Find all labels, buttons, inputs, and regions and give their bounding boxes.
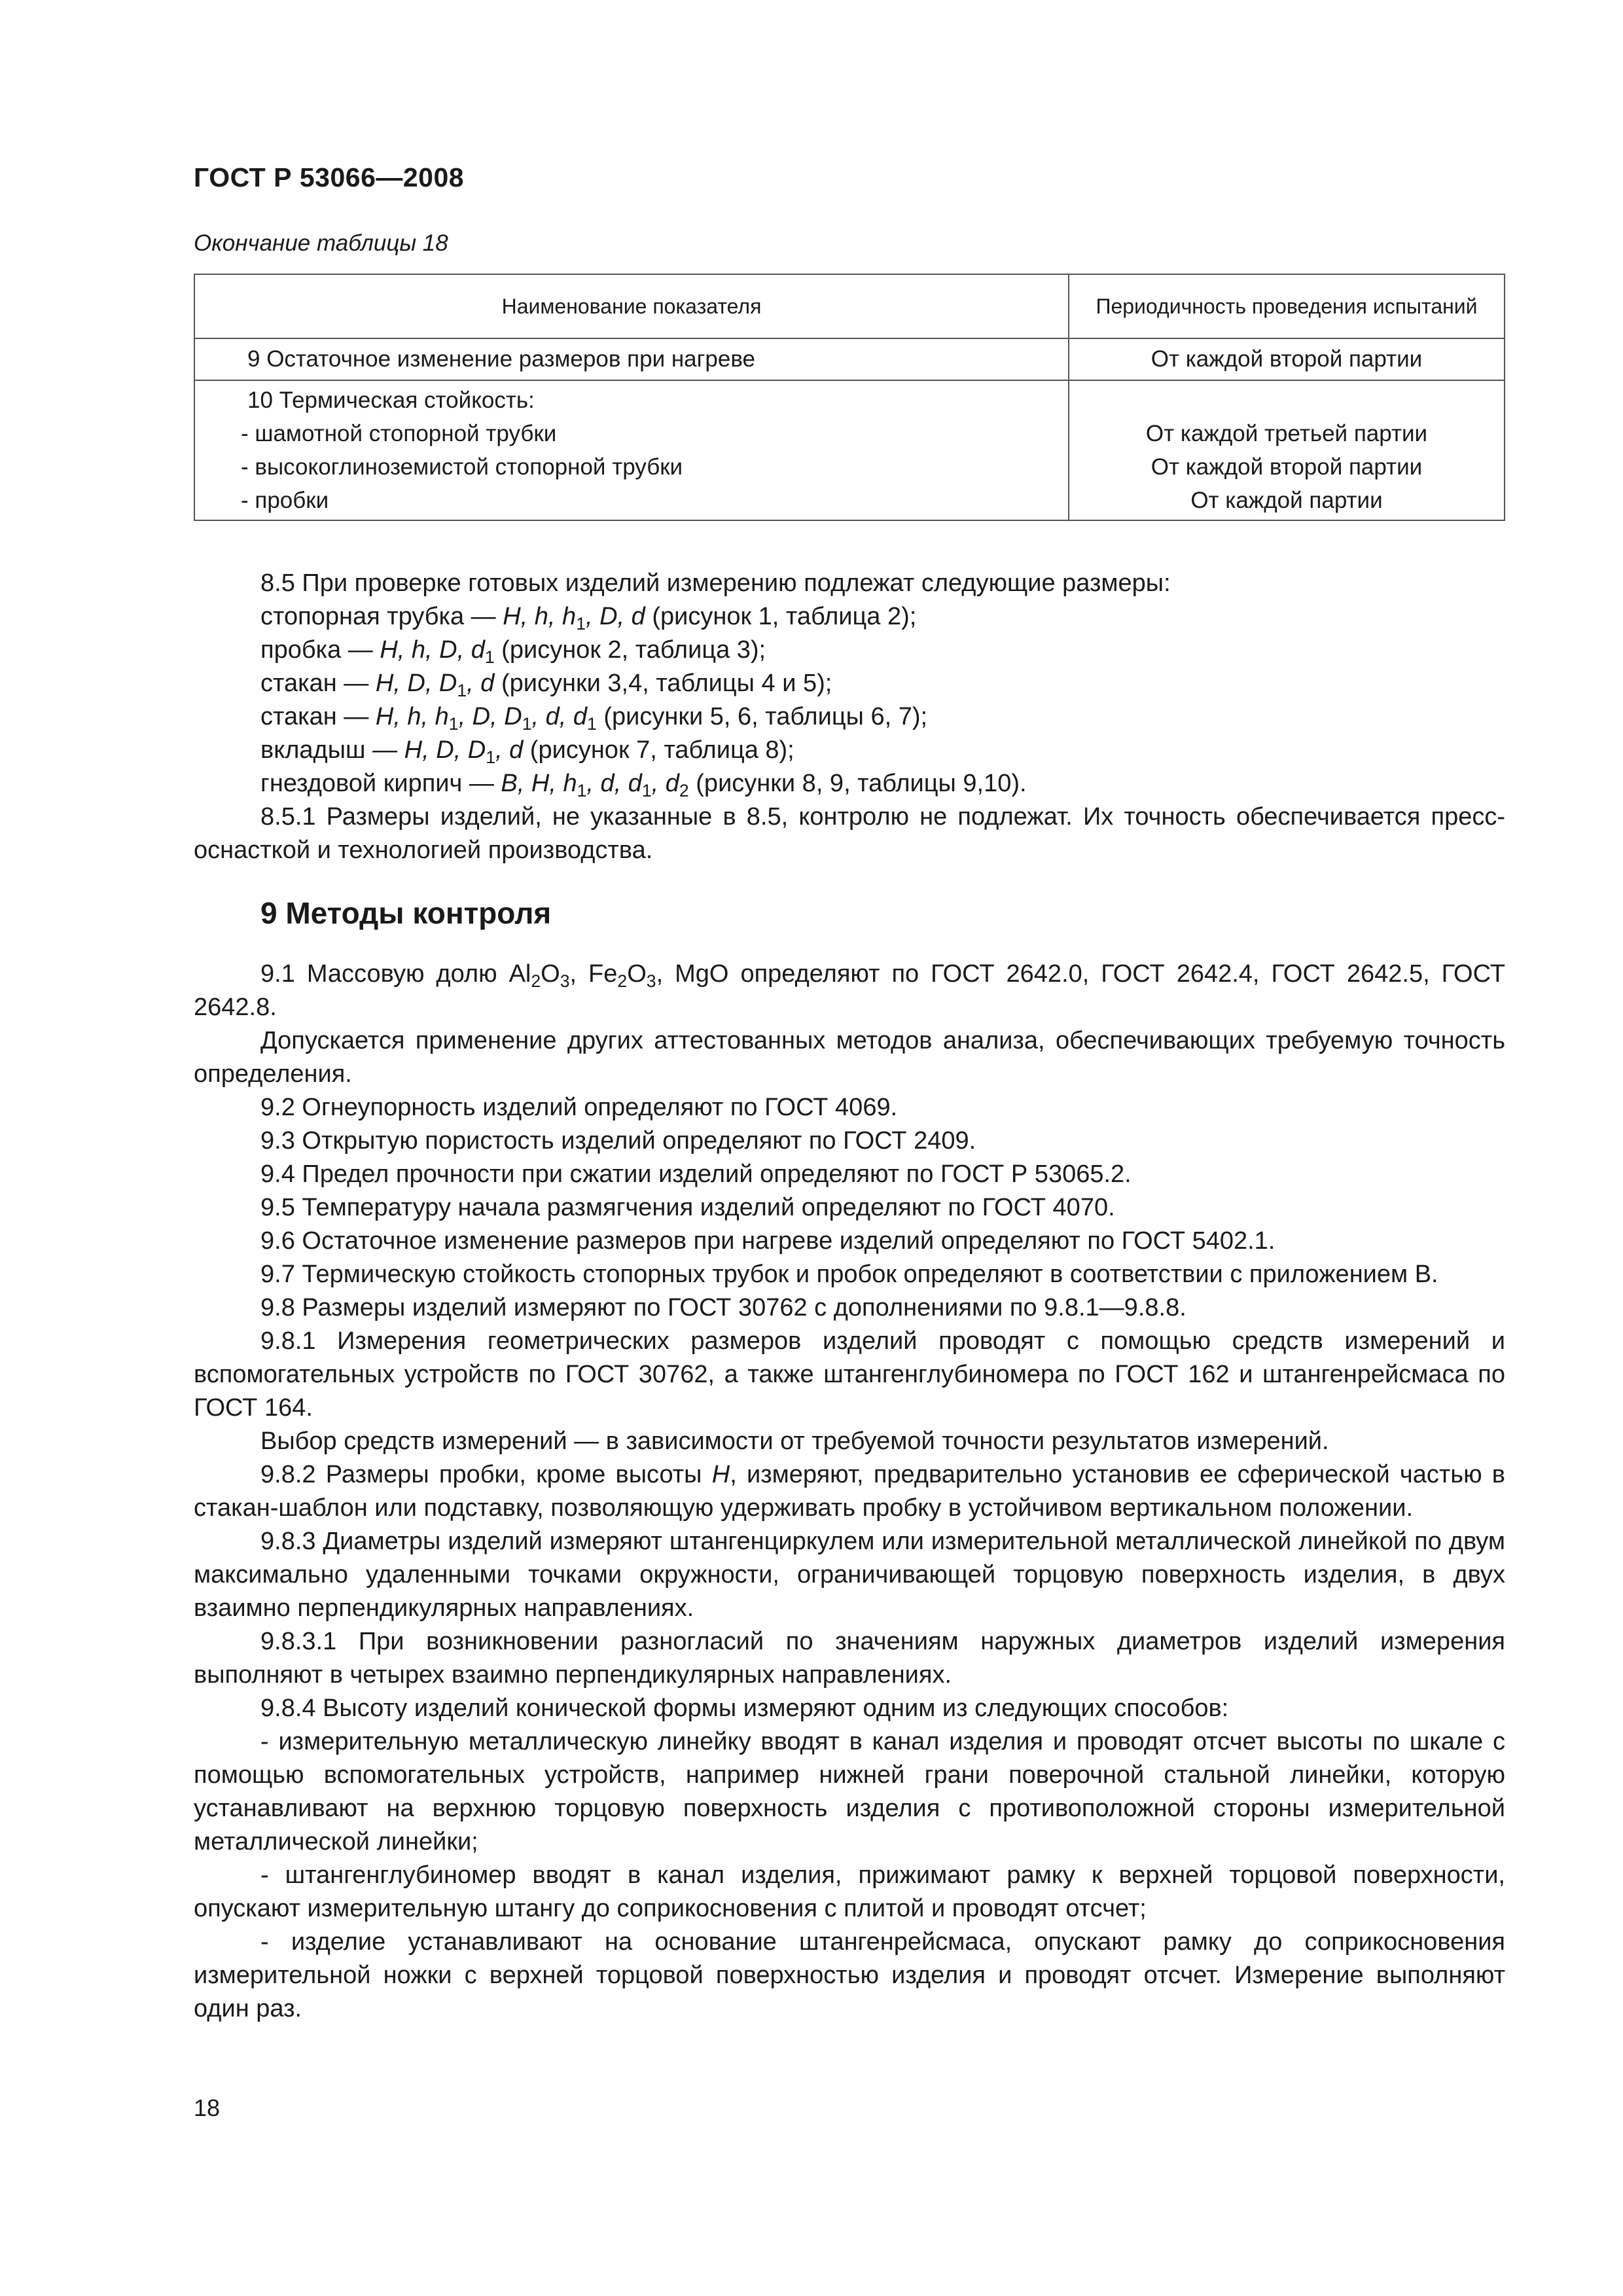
paragraph-9-8-1: 9.8.1 Измерения геометрических размеров изделий проводят с помощью средств измерений и вспомогательных устройств по ГОСТ 30762, а также штангенглубиномера по ГОСТ 162 и штангенрейсмаса по ГОСТ 164.	[194, 1327, 1505, 1422]
paragraph-9-8: 9.8 Размеры изделий измеряют по ГОСТ 30762 с дополнениями по 9.8.1—9.8.8.	[260, 1294, 1186, 1321]
paragraph-9-6: 9.6 Остаточное изменение размеров при нагреве изделий определяют по ГОСТ 5402.1.	[260, 1227, 1275, 1255]
paragraph-8-5: 8.5 При проверке готовых изделий измерению подлежат следующие размеры:	[260, 569, 1171, 597]
table-caption: Окончание таблицы 18	[194, 230, 448, 256]
dimension-line: стакан — H, h, $h_1$, D, $D_1$, d, $d_1$ (рисунки 5, 6, таблицы 6, 7);	[260, 703, 928, 734]
paragraph-9-3: 9.3 Открытую пористость изделий определяют по ГОСТ 2409.	[260, 1127, 976, 1155]
list-item: - изделие устанавливают на основание штангенрейсмаса, опускают рамку до соприкосновения измерительной ножки с верхней торцовой поверхностью изделия и проводят отсчет. Измерение выполняют один раз.	[194, 1928, 1505, 2022]
row-frequency	[1069, 380, 1505, 520]
dimension-line: пробка — H, h, D, $d_1$ (рисунок 2, таблица 3);	[260, 636, 766, 667]
row-frequency: От каждой второй партии	[1069, 338, 1505, 380]
paragraph-9-2: 9.2 Огнеупорность изделий определяют по ГОСТ 4069.	[260, 1094, 898, 1121]
row-indicator-name: 9 Остаточное изменение размеров при нагреве	[194, 338, 1069, 380]
paragraph-9-8-3: 9.8.3 Диаметры изделий измеряют штангенциркулем или измерительной металлической линейкой по двум максимально удаленными точками окружности, ограничивающей торцовую поверхность изделия, в двух взаимно перпендикулярных направлениях.	[194, 1528, 1505, 1622]
paragraph-9-1: 9.1 Массовую долю $Al_2O_3$, $Fe_2O_3$, MgO определяют по ГОСТ 2642.0, ГОСТ 2642.4, ГОСТ 2642.5, ГОСТ 2642.8.	[194, 960, 1506, 1021]
paragraph-9-7: 9.7 Термическую стойкость стопорных трубок и пробок определяют в соответствии с приложением В.	[260, 1261, 1438, 1288]
table-row	[194, 338, 1505, 380]
dimension-line: стопорная трубка — H, h, $h_1$, D, d (рисунок 1, таблица 2);	[260, 603, 917, 634]
paragraph-9-4: 9.4 Предел прочности при сжатии изделий определяют по ГОСТ Р 53065.2.	[260, 1160, 1132, 1188]
section-heading: 9 Методы контроля	[260, 896, 552, 930]
paragraph-9-8-4: 9.8.4 Высоту изделий конической формы измеряют одним из следующих способов:	[260, 1695, 1229, 1722]
row-subitem-frequency: От каждой второй партии	[1150, 454, 1423, 480]
row-indicator-name	[194, 380, 1069, 520]
row-subitem: - высокоглиноземистой стопорной трубки	[241, 454, 683, 480]
paragraph-9-5: 9.5 Температуру начала размягчения изделий определяют по ГОСТ 4070.	[260, 1194, 1115, 1221]
row-subitem: - шамотной стопорной трубки	[241, 421, 557, 446]
column-header-indicator: Наименование показателя	[194, 274, 1069, 338]
table-row	[194, 380, 1505, 520]
paragraph: Допускается применение других аттестованных методов анализа, обеспечивающих требуемую точность определения.	[194, 1027, 1505, 1088]
test-frequency-table	[194, 274, 1505, 521]
document-body	[194, 567, 1505, 2026]
row-item-title: 10 Термическая стойкость:	[247, 387, 535, 413]
list-item: - измерительную металлическую линейку вводят в канал изделия и проводят отсчет высоты по шкале с помощью вспомогательных устройств, например нижней грани поверочной стальной линейки, которую устанавливают на верхнюю торцовую поверхность изделия с противоположной стороны измерительной металлической линейки;	[194, 1728, 1505, 1856]
row-spacer	[1084, 384, 1489, 417]
document-header-title: ГОСТ Р 53066—2008	[194, 162, 465, 192]
paragraph-8-5-1: 8.5.1 Размеры изделий, не указанные в 8.5, контролю не подлежат. Их точность обеспечивается пресс-оснасткой и технологией производства.	[194, 803, 1505, 864]
row-subitem: - пробки	[241, 488, 329, 513]
page-number: 18	[194, 2094, 221, 2121]
dimension-line: вкладыш — H, D, $D_1$, d (рисунок 7, таблица 8);	[260, 736, 794, 767]
table-header-row	[194, 274, 1505, 338]
row-subitem-frequency: От каждой партии	[1190, 488, 1383, 513]
dimension-line: стакан — H, D, $D_1$, d (рисунки 3,4, таблицы 4 и 5);	[260, 670, 832, 700]
column-header-frequency: Периодичность проведения испытаний	[1069, 274, 1505, 338]
list-item: - штангенглубиномер вводят в канал изделия, прижимают рамку к верхней торцовой поверхности, опускают измерительную штангу до соприкосновения с плитой и проводят отсчет;	[194, 1861, 1505, 1922]
paragraph-9-8-3-1: 9.8.3.1 При возникновении разногласий по значениям наружных диаметров изделий измерения выполняют в четырех взаимно перпендикулярных направлениях.	[194, 1628, 1505, 1689]
paragraph-9-8-2: 9.8.2 Размеры пробки, кроме высоты H, измеряют, предварительно установив ее сферической частью в стакан-шаблон или подставку, позволяющую удерживать пробку в устойчивом вертикальном положении.	[194, 1461, 1505, 1522]
paragraph: Выбор средств измерений — в зависимости от требуемой точности результатов измерений.	[260, 1427, 1329, 1455]
row-subitem-frequency: От каждой третьей партии	[1145, 421, 1428, 446]
dimension-line: гнездовой кирпич — B, H, $h_1$, d, $d_1$, $d_2$ (рисунки 8, 9, таблицы 9,10).	[260, 770, 1027, 800]
